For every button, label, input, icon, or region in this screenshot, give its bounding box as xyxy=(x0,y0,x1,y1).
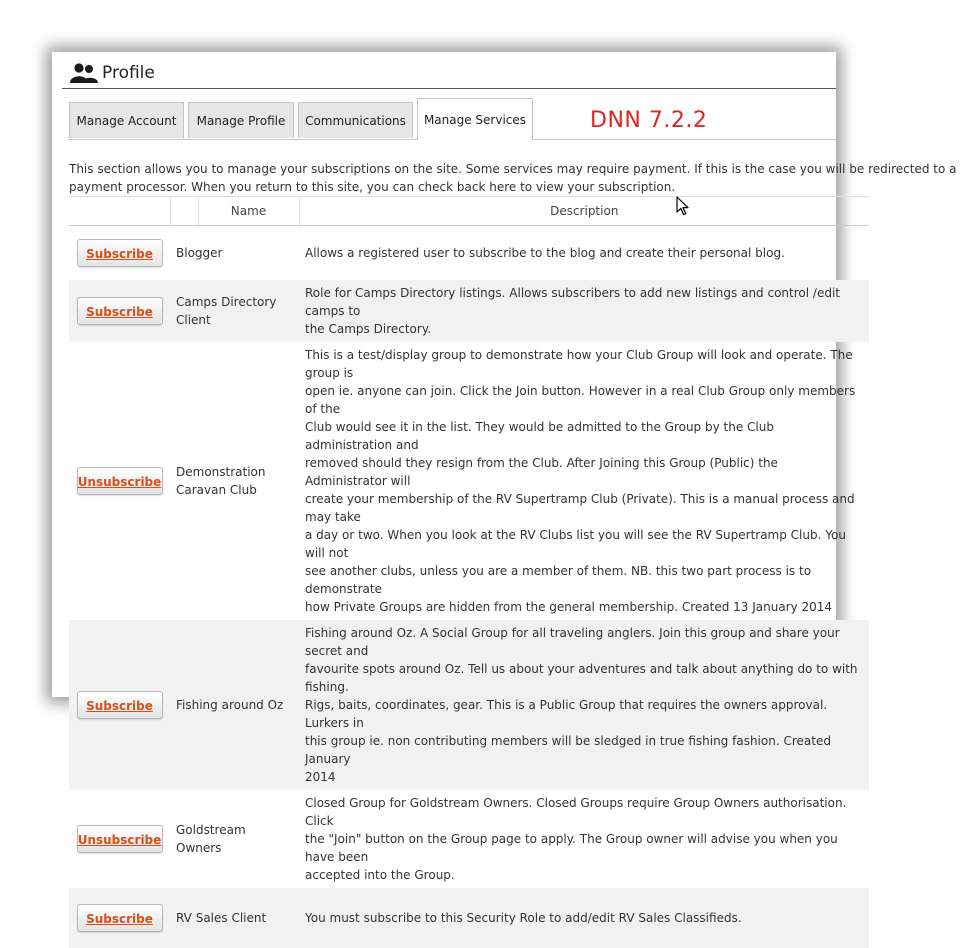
version-label: DNN 7.2.2 xyxy=(590,108,708,133)
service-name: RV Sales Client xyxy=(176,910,267,925)
action-cell xyxy=(69,888,170,948)
users-icon xyxy=(70,62,100,84)
header-spacer xyxy=(170,197,198,226)
table-row xyxy=(69,620,869,790)
service-description: Closed Group for Goldstream Owners. Closed Groups require Group Owners authorisation. Click the "Join" button on the Group page to apply. The Group owner will advise you when you have been accepted into the Group. xyxy=(305,795,847,882)
tab-manage-services[interactable]: Manage Services xyxy=(417,98,533,140)
name-cell xyxy=(170,280,299,342)
service-description: Role for Camps Directory listings. Allows subscribers to add new listings and control /edit camps to the Camps Directory. xyxy=(305,285,840,336)
description-cell xyxy=(299,226,869,280)
table-header-row xyxy=(69,197,869,226)
description-cell xyxy=(299,620,869,790)
name-cell xyxy=(170,226,299,280)
service-name: Blogger xyxy=(176,245,223,260)
table-row xyxy=(69,280,869,342)
action-cell xyxy=(69,280,170,342)
table-row xyxy=(69,226,869,280)
table-row xyxy=(69,342,869,620)
header-action xyxy=(69,197,170,226)
description-cell xyxy=(299,342,869,620)
name-cell xyxy=(170,342,299,620)
service-name: Goldstream Owners xyxy=(176,822,246,855)
subscribe-button[interactable]: Subscribe xyxy=(77,239,163,267)
panel-header xyxy=(70,60,155,86)
name-cell xyxy=(170,888,299,948)
tab-bar xyxy=(69,98,836,140)
header-description: Description xyxy=(299,197,869,226)
unsubscribe-button[interactable]: Unsubscribe xyxy=(77,467,163,495)
service-description: This is a test/display group to demonstrate how your Club Group will look and operate. The group is open ie. anyone can join. Click the Join button. However in a real Club Group only members of the Club would see it in the list. They would be admitted to the Group by the Club administration and removed should they resign from the Club. After Joining this Group (Public) the Administrator will create your membership of the RV Supertramp Club (Private). This is a manual process and may take a day or two. When you look at the RV Clubs list you will see the RV Supertramp Club. You will not see another clubs, unless you are a member of them. NB. this two part process is to demonstrate how Private Groups are hidden from the general membership. Created 13 January 2014 xyxy=(305,347,856,614)
service-description: You must subscribe to this Security Role to add/edit RV Sales Classifieds. xyxy=(305,910,742,925)
subscribe-button[interactable]: Subscribe xyxy=(77,904,163,932)
action-cell xyxy=(69,342,170,620)
header-name: Name xyxy=(198,197,299,226)
action-cell xyxy=(69,226,170,280)
description-cell xyxy=(299,790,869,888)
tab-communications[interactable]: Communications xyxy=(298,102,413,138)
table-row xyxy=(69,888,869,948)
subscribe-button[interactable]: Subscribe xyxy=(77,691,163,719)
mouse-cursor-icon xyxy=(676,196,690,216)
tab-manage-profile[interactable]: Manage Profile xyxy=(188,102,294,138)
page-title: Profile xyxy=(102,63,155,83)
intro-text: This section allows you to manage your subscriptions on the site. Some services may require payment. If this is the case you will be redirected to a payment processor. When you return to this site, you can check back here to view your subscription. xyxy=(69,162,957,194)
service-description: Allows a registered user to subscribe to the blog and create their personal blog. xyxy=(305,245,785,260)
service-description: Fishing around Oz. A Social Group for all traveling anglers. Join this group and share your secret and favourite spots around Oz. Tell us about your adventures and talk about anything do to with fishing. Rigs, baits, coordinates, gear. This is a Public Group that requires the owners approval. Lurkers in this group ie. non contributing members will be sledged in true fishing fashion. Created January 2014 xyxy=(305,625,858,784)
action-cell xyxy=(69,620,170,790)
name-cell xyxy=(170,790,299,888)
name-cell xyxy=(170,620,299,790)
subscribe-button[interactable]: Subscribe xyxy=(77,297,163,325)
header-divider xyxy=(62,88,836,89)
tab-manage-account[interactable]: Manage Account xyxy=(69,102,184,138)
service-name: Demonstration Caravan Club xyxy=(176,464,266,497)
service-name: Camps Directory Client xyxy=(176,294,277,327)
description-cell xyxy=(299,280,869,342)
unsubscribe-button[interactable]: Unsubscribe xyxy=(77,825,163,853)
table-row xyxy=(69,790,869,888)
services-table xyxy=(69,196,869,948)
action-cell xyxy=(69,790,170,888)
service-name: Fishing around Oz xyxy=(176,697,284,712)
description-cell xyxy=(299,888,869,948)
profile-panel xyxy=(52,52,957,926)
